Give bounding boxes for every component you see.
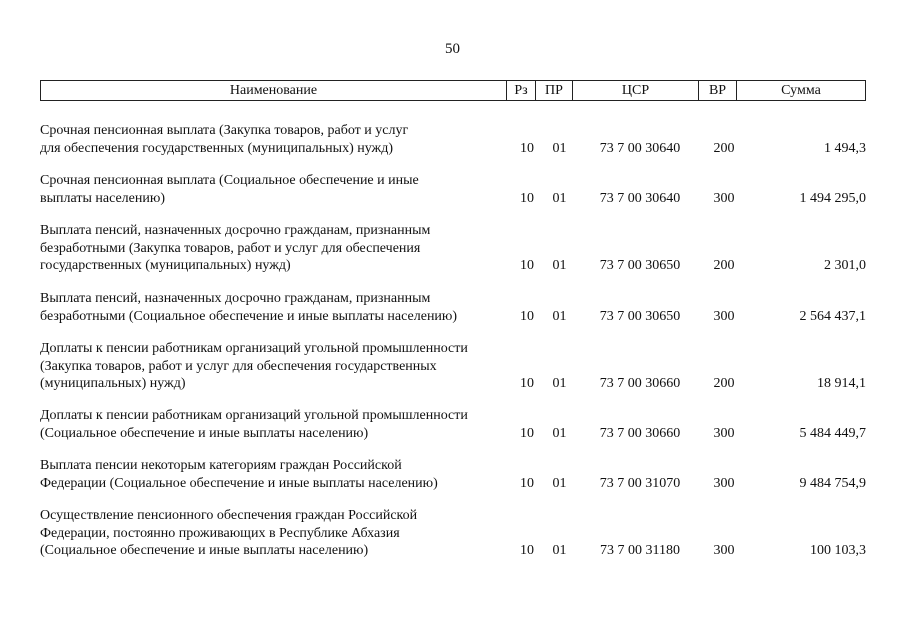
row-sum: 1 494 295,0: [799, 190, 866, 206]
row-sum: 2 301,0: [824, 258, 866, 273]
row-vr: 300: [713, 425, 735, 441]
column-header-vr: ВР: [699, 81, 737, 100]
row-name: [40, 222, 510, 275]
row-name: [40, 457, 510, 492]
row-name-line: Выплата пенсий, назначенных досрочно гражданам, признанным: [40, 223, 431, 238]
row-vr: 300: [713, 190, 735, 206]
row-csr: 73 7 00 30660: [599, 425, 681, 441]
table-row: [40, 222, 866, 275]
row-name: [40, 122, 510, 157]
row-name-line: безработными (Закупка товаров, работ и услуг для обеспечения: [40, 240, 421, 256]
row-rz: 10: [520, 543, 534, 558]
row-rz: 10: [520, 475, 534, 491]
row-csr: 73 7 00 30640: [599, 140, 681, 156]
table-row: [40, 507, 866, 560]
row-name: [40, 340, 510, 393]
page-number: 50: [445, 41, 460, 57]
row-csr: 73 7 00 31070: [599, 475, 681, 491]
row-name: [40, 290, 510, 325]
row-csr: 73 7 00 31180: [600, 543, 680, 558]
row-pr: 01: [552, 425, 567, 441]
row-csr: 73 7 00 30650: [599, 258, 681, 273]
row-rz: 10: [520, 140, 534, 156]
table-row: [40, 290, 866, 325]
row-name-line: Федерации, постоянно проживающих в Республике Абхазия: [40, 525, 400, 541]
row-pr: 01: [552, 308, 567, 324]
column-header-rz: Рз: [507, 81, 536, 100]
row-vr: 300: [713, 308, 735, 324]
row-name-line: Выплата пенсии некоторым категориям граждан Российской: [40, 458, 402, 473]
row-pr: 01: [552, 140, 567, 156]
row-name-line: Срочная пенсионная выплата (Социальное обеспечение и иные: [40, 173, 419, 188]
row-sum: 2 564 437,1: [799, 308, 866, 324]
row-csr: 73 7 00 30640: [599, 190, 681, 206]
row-name-line: Осуществление пенсионного обеспечения граждан Российской: [40, 508, 418, 523]
row-pr: 01: [552, 190, 567, 206]
row-vr: 200: [713, 140, 735, 156]
column-header-name: Наименование: [41, 81, 507, 100]
table-row: [40, 172, 866, 207]
table-row: [40, 122, 866, 157]
row-sum: 5 484 449,7: [799, 425, 866, 441]
column-header-csr: ЦСР: [573, 81, 699, 100]
row-name: [40, 172, 510, 207]
table-row: [40, 457, 866, 492]
row-vr: 200: [713, 376, 735, 391]
row-vr: 300: [713, 475, 735, 491]
row-name-line: Срочная пенсионная выплата (Закупка товаров, работ и услуг: [40, 123, 409, 138]
row-sum: 18 914,1: [817, 376, 866, 391]
column-header-pr: ПР: [536, 81, 573, 100]
row-rz: 10: [520, 308, 534, 324]
row-name-line: (муниципальных) нужд): [40, 376, 186, 391]
table-row: [40, 340, 866, 393]
row-pr: 01: [552, 258, 567, 273]
row-name-line: Выплата пенсий, назначенных досрочно гражданам, признанным: [40, 291, 431, 306]
row-name-line: государственных (муниципальных) нужд): [40, 258, 291, 273]
row-pr: 01: [552, 475, 567, 491]
row-name-line: Федерации (Социальное обеспечение и иные выплаты населению): [40, 475, 438, 491]
row-name-line: (Социальное обеспечение и иные выплаты населению): [40, 543, 369, 558]
row-name-line: безработными (Социальное обеспечение и иные выплаты населению): [40, 308, 458, 324]
row-vr: 300: [713, 543, 735, 558]
row-csr: 73 7 00 30650: [599, 308, 681, 324]
row-name: [40, 507, 510, 560]
row-name-line: (Закупка товаров, работ и услуг для обеспечения государственных: [40, 358, 437, 374]
table-header: [40, 80, 866, 101]
row-sum: 100 103,3: [810, 543, 866, 558]
row-name-line: Доплаты к пенсии работникам организаций угольной промышленности: [40, 341, 468, 356]
row-name-line: Доплаты к пенсии работникам организаций угольной промышленности: [40, 408, 468, 423]
row-rz: 10: [520, 190, 534, 206]
row-pr: 01: [552, 376, 567, 391]
column-header-sum: Сумма: [781, 82, 821, 98]
row-sum: 9 484 754,9: [799, 475, 866, 491]
row-name: [40, 407, 510, 442]
row-csr: 73 7 00 30660: [599, 376, 681, 391]
row-name-line: выплаты населению): [40, 190, 165, 206]
row-name-line: (Социальное обеспечение и иные выплаты населению): [40, 425, 369, 441]
row-rz: 10: [520, 258, 534, 273]
row-vr: 200: [713, 258, 735, 273]
row-rz: 10: [520, 425, 534, 441]
row-sum: 1 494,3: [824, 140, 866, 156]
table-row: [40, 407, 866, 442]
row-rz: 10: [520, 376, 534, 391]
row-pr: 01: [552, 543, 567, 558]
row-name-line: для обеспечения государственных (муниципальных) нужд): [40, 140, 394, 156]
